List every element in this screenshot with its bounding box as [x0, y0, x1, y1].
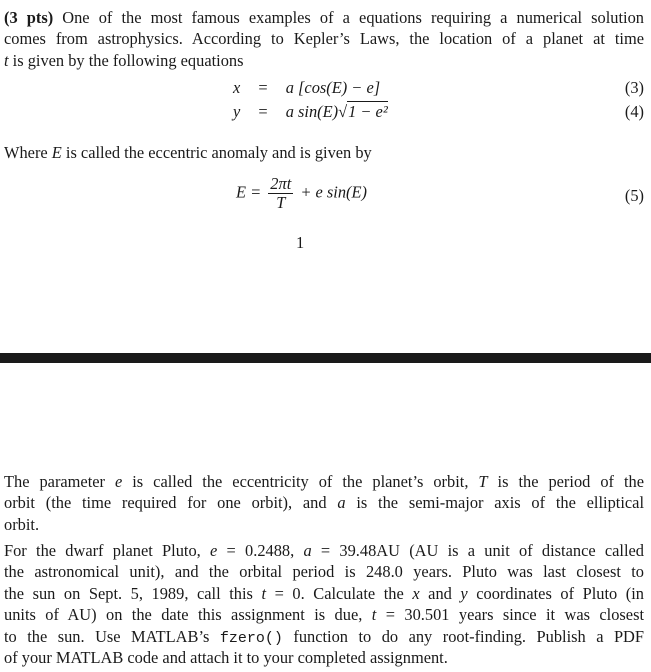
eq5-fraction: [268, 175, 293, 212]
eq3-rhs: a [cos(E) − e]: [285, 78, 381, 97]
eq3-equals: =: [258, 78, 268, 97]
equation-4: [233, 101, 388, 123]
text-line: [4, 7, 644, 28]
eq4-radicand: 1 − e²: [348, 102, 388, 121]
text-segment: orbit (the time required for one orbit), and: [4, 493, 338, 513]
eq4-rhs: a sin(E)√: [285, 102, 348, 121]
text-segment: = 30.501 years since it was closest: [376, 605, 644, 625]
text-segment: of your MATLAB code and attach it to your completed assignment.: [4, 648, 448, 667]
text-line: [4, 514, 644, 535]
text-line: [4, 50, 644, 71]
equation-5: [236, 175, 367, 212]
text-segment: function to do any root-finding. Publish a PDF: [282, 626, 645, 646]
eq5-number: (5): [624, 186, 644, 205]
text-segment: coordinates of Pluto (in: [467, 583, 644, 603]
text-segment: is the period of the: [487, 472, 644, 491]
text-segment: = 39.48AU (AU is a unit of distance called: [311, 541, 644, 560]
eq5-numerator: 2πt: [270, 174, 292, 193]
text-line: [4, 142, 644, 163]
eq4-equals: =: [258, 102, 268, 121]
eq4-number: (4): [624, 102, 644, 121]
math-symbol: a: [303, 541, 312, 560]
text-segment: The parameter: [4, 472, 115, 491]
text-segment: = 0. Calculate the: [266, 583, 413, 603]
text-segment: is the semi-major axis of the elliptical: [345, 493, 644, 513]
eq3-number: (3): [624, 78, 644, 97]
math-symbol: e: [210, 541, 218, 560]
eq5-lhs: E =: [236, 182, 262, 202]
eq5-rhs: + e sin(E): [300, 182, 367, 202]
text-segment: (3 pts): [4, 8, 54, 27]
text-segment: the astronomical unit), and the orbital period is 248.0 years. Pluto was last closest to: [4, 562, 644, 582]
eq4-lhs: y: [233, 102, 241, 121]
text-segment: One of the most famous examples of a equations requiring a numerical solution: [53, 8, 644, 27]
text-segment: and: [419, 583, 461, 603]
page-divider: [0, 353, 651, 363]
math-symbol: x: [412, 583, 420, 603]
math-symbol: e: [114, 472, 123, 491]
text-segment: is called the eccentricity of the planet’s orbit,: [122, 472, 479, 491]
text-segment: For the dwarf planet Pluto,: [4, 541, 211, 560]
text-line: [4, 540, 644, 561]
text-line: [4, 647, 644, 668]
math-symbol: T: [478, 472, 488, 491]
text-line: [4, 492, 644, 513]
equation-3: [233, 77, 380, 99]
text-segment: is called the eccentric anomaly and is given by: [61, 143, 372, 162]
eq5-denominator: T: [276, 193, 286, 212]
text-line: [4, 28, 644, 49]
text-line: [4, 583, 644, 604]
text-segment: to the sun. Use MATLAB’s: [4, 626, 220, 646]
text-segment: is given by the following equations: [8, 50, 244, 70]
math-symbol: t: [371, 605, 377, 625]
text-segment: the sun on Sept. 5, 1989, call this: [4, 583, 262, 603]
math-symbol: t: [261, 583, 267, 603]
text-line: [4, 626, 644, 647]
math-symbol: E: [51, 143, 62, 162]
math-symbol: y: [460, 583, 468, 603]
text-segment: Where: [4, 143, 52, 162]
page-number: 1: [296, 233, 305, 252]
text-line: [4, 471, 644, 492]
text-segment: orbit.: [4, 514, 40, 534]
text-segment: comes from astrophysics. According to Kepler’s Laws, the location of a planet at time: [4, 29, 644, 49]
text-segment: = 0.2488,: [217, 541, 304, 560]
math-symbol: t: [4, 50, 9, 70]
text-line: [4, 604, 644, 625]
text-line: [4, 561, 644, 582]
math-symbol: a: [337, 493, 346, 513]
text-segment: units of AU) on the date this assignment is due,: [4, 605, 372, 625]
eq3-lhs: x: [233, 78, 241, 97]
code-text: fzero(): [219, 629, 283, 647]
